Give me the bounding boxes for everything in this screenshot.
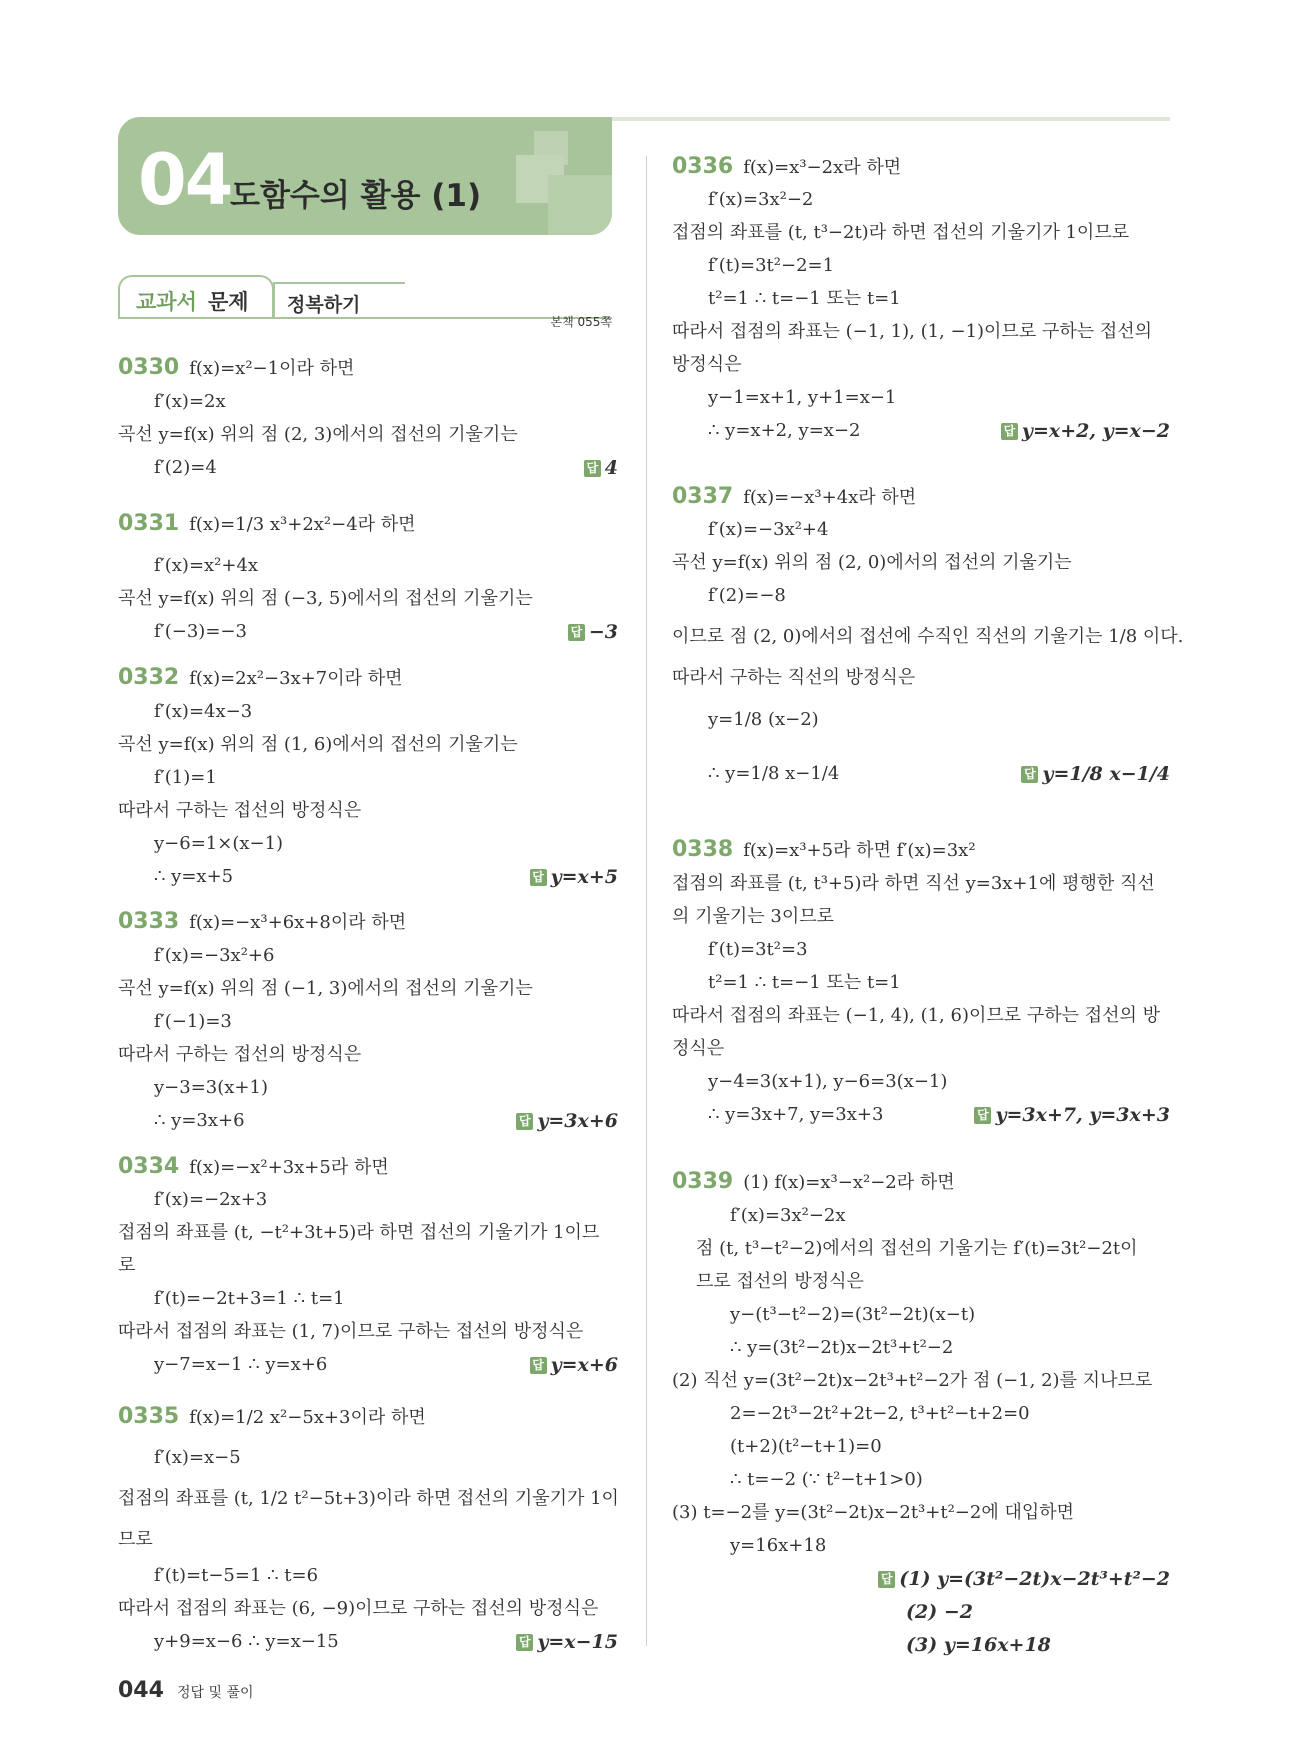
answer: (2) −2 xyxy=(906,1601,973,1623)
solution-line: f′(t)=3t²=3 xyxy=(708,939,808,960)
solution-line: f′(x)=x²+4x xyxy=(154,555,259,576)
solution-line: f′(x)=2x xyxy=(154,391,226,412)
problem-number: 0335 xyxy=(118,1404,180,1429)
problem-head: 0333 f(x)=−x³+6x+8이라 하면 xyxy=(118,909,407,934)
problem-number: 0337 xyxy=(672,484,734,509)
solution-line: f′(x)=−2x+3 xyxy=(154,1189,268,1210)
section-rule xyxy=(118,317,612,319)
problem-number: 0334 xyxy=(118,1154,180,1179)
solution-line: 므로 xyxy=(118,1529,153,1550)
solution-line: 이므로 점 (2, 0)에서의 접선에 수직인 직선의 기울기는 1/8 이다. xyxy=(672,626,1184,647)
solution-line: y−6=1×(x−1) xyxy=(154,833,284,854)
problem-number: 0338 xyxy=(672,837,734,862)
answer: 답 y=1/8 x−1/4 xyxy=(1021,762,1170,786)
problem-head: 0337 f(x)=−x³+4x라 하면 xyxy=(672,484,917,509)
solution-line: y−7=x−1 ∴ y=x+6 xyxy=(154,1354,328,1375)
solution-line: f′(x)=−3x²+4 xyxy=(708,519,829,540)
problem-head: 0338 f(x)=x³+5라 하면 f′(x)=3x² xyxy=(672,837,976,862)
problem-head: 0335 f(x)=1/2 x²−5x+3이라 하면 xyxy=(118,1404,426,1429)
solution-line: f′(t)=−2t+3=1 ∴ t=1 xyxy=(154,1288,345,1309)
problem-number: 0333 xyxy=(118,909,180,934)
solution-line: 정식은 xyxy=(672,1038,725,1059)
header-rule xyxy=(610,117,1170,121)
tab-sub: 정복하기 xyxy=(287,294,361,316)
solution-line: f′(2)=−8 xyxy=(708,585,786,606)
solution-line: 따라서 접점의 좌표는 (−1, 1), (1, −1)이므로 구하는 접선의 xyxy=(672,321,1152,342)
answer-badge: 답 xyxy=(1021,766,1038,783)
problem-head: 0330 f(x)=x²−1이라 하면 xyxy=(118,355,355,380)
solution-line: y=1/8 (x−2) xyxy=(708,709,819,730)
problem-number: 0336 xyxy=(672,154,734,179)
page-footer xyxy=(118,1678,254,1703)
solution-line: 곡선 y=f(x) 위의 점 (2, 3)에서의 접선의 기울기는 xyxy=(118,424,518,445)
answer: 답 y=x+2, y=x−2 xyxy=(1001,419,1170,443)
solution-line: y=16x+18 xyxy=(730,1535,827,1556)
solution-line: (t+2)(t²−t+1)=0 xyxy=(730,1436,882,1457)
solution-line: f′(2)=4 xyxy=(154,457,217,478)
solution-line: 2=−2t³−2t²+2t−2, t³+t²−t+2=0 xyxy=(730,1403,1030,1424)
solution-line: t²=1 ∴ t=−1 또는 t=1 xyxy=(708,972,901,993)
problem-head: 0339 (1) f(x)=x³−x²−2라 하면 xyxy=(672,1169,955,1194)
reference-note: 본책 055쪽 xyxy=(550,315,612,329)
problem-number: 0339 xyxy=(672,1169,734,1194)
solution-line: y−3=3(x+1) xyxy=(154,1077,268,1098)
solution-line: ∴ t=−2 (∵ t²−t+1>0) xyxy=(730,1469,923,1490)
answer: 답 y=3x+7, y=3x+3 xyxy=(974,1103,1170,1127)
answer: 답 y=x+5 xyxy=(530,865,618,889)
banner-decor xyxy=(548,175,612,235)
answer: 답 y=3x+6 xyxy=(516,1109,618,1133)
solution-line: ∴ y=x+5 xyxy=(154,866,234,887)
answer-badge: 답 xyxy=(878,1571,895,1588)
solution-line: f′(−1)=3 xyxy=(154,1011,232,1032)
answer-badge: 답 xyxy=(974,1107,991,1124)
solution-line: 로 xyxy=(118,1255,136,1276)
solution-line: f′(x)=3x²−2x xyxy=(730,1205,846,1226)
answer: 답 4 xyxy=(584,456,618,480)
solution-line: 따라서 접점의 좌표는 (1, 7)이므로 구하는 접선의 방정식은 xyxy=(118,1321,584,1342)
solution-line: y+9=x−6 ∴ y=x−15 xyxy=(154,1631,339,1652)
solution-line: 접점의 좌표를 (t, 1/2 t²−5t+3)이라 하면 접선의 기울기가 1이 xyxy=(118,1488,619,1509)
answer-badge: 답 xyxy=(1001,423,1018,440)
chapter-banner xyxy=(118,117,612,235)
solution-line: 방정식은 xyxy=(672,354,742,375)
answer: 답 (1) y=(3t²−2t)x−2t³+t²−2 xyxy=(878,1567,1170,1591)
solution-line: 곡선 y=f(x) 위의 점 (2, 0)에서의 접선의 기울기는 xyxy=(672,552,1072,573)
solution-line: ∴ y=(3t²−2t)x−2t³+t²−2 xyxy=(730,1337,954,1358)
tab-main: 문제 xyxy=(208,290,249,314)
answer: (3) y=16x+18 xyxy=(906,1634,1051,1656)
solution-line: 접점의 좌표를 (t, −t²+3t+5)라 하면 접선의 기울기가 1이므 xyxy=(118,1222,600,1243)
solution-line: 따라서 접점의 좌표는 (6, −9)이므로 구하는 접선의 방정식은 xyxy=(118,1598,599,1619)
solution-line: f′(x)=4x−3 xyxy=(154,701,253,722)
solution-line: 므로 접선의 방정식은 xyxy=(696,1271,864,1292)
solution-line: f′(t)=t−5=1 ∴ t=6 xyxy=(154,1565,319,1586)
chapter-number: 04 xyxy=(138,139,232,221)
page-number: 044 xyxy=(118,1678,164,1703)
solution-line: 곡선 y=f(x) 위의 점 (−3, 5)에서의 접선의 기울기는 xyxy=(118,588,533,609)
solution-line: (3) t=−2를 y=(3t²−2t)x−2t³+t²−2에 대입하면 xyxy=(672,1502,1075,1523)
solution-line: f′(−3)=−3 xyxy=(154,621,247,642)
problem-number: 0331 xyxy=(118,511,180,536)
solution-line: ∴ y=1/8 x−1/4 xyxy=(708,763,840,784)
solution-line: 접점의 좌표를 (t, t³−2t)라 하면 접선의 기울기가 1이므로 xyxy=(672,222,1130,243)
answer-badge: 답 xyxy=(516,1634,533,1651)
solution-line: 따라서 구하는 접선의 방정식은 xyxy=(118,800,362,821)
solution-line: ∴ y=x+2, y=x−2 xyxy=(708,420,861,441)
answer-badge: 답 xyxy=(530,869,547,886)
solution-line: 의 기울기는 3이므로 xyxy=(672,906,834,927)
answer-badge: 답 xyxy=(568,624,585,641)
section-header xyxy=(118,275,612,329)
solution-line: 따라서 접점의 좌표는 (−1, 4), (1, 6)이므로 구하는 접선의 방 xyxy=(672,1005,1161,1026)
solution-line: 곡선 y=f(x) 위의 점 (1, 6)에서의 접선의 기울기는 xyxy=(118,734,518,755)
solution-line: (2) 직선 y=(3t²−2t)x−2t³+t²−2가 점 (−1, 2)를 지나므로 xyxy=(672,1370,1153,1391)
solution-line: f′(1)=1 xyxy=(154,767,217,788)
section-tab xyxy=(118,275,274,319)
solution-line: f′(x)=3x²−2 xyxy=(708,189,814,210)
problem-head: 0336 f(x)=x³−2x라 하면 xyxy=(672,154,902,179)
solution-line: f′(x)=x−5 xyxy=(154,1447,241,1468)
solution-line: t²=1 ∴ t=−1 또는 t=1 xyxy=(708,288,901,309)
solution-line: 따라서 구하는 접선의 방정식은 xyxy=(118,1044,362,1065)
problem-number: 0330 xyxy=(118,355,180,380)
problem-head: 0331 f(x)=1/3 x³+2x²−4라 하면 xyxy=(118,511,416,536)
chapter-title: 도함수의 활용 (1) xyxy=(230,178,482,214)
solution-line: ∴ y=3x+6 xyxy=(154,1110,245,1131)
answer: 답 y=x−15 xyxy=(516,1630,618,1654)
solution-line: f′(x)=−3x²+6 xyxy=(154,945,275,966)
solution-line: 접점의 좌표를 (t, t³+5)라 하면 직선 y=3x+1에 평행한 직선 xyxy=(672,873,1155,894)
answer: 답 y=x+6 xyxy=(530,1353,618,1377)
column-divider xyxy=(646,156,647,1646)
answer-badge: 답 xyxy=(584,460,601,477)
problem-head: 0332 f(x)=2x²−3x+7이라 하면 xyxy=(118,665,403,690)
answer-badge: 답 xyxy=(516,1113,533,1130)
solution-line: 곡선 y=f(x) 위의 점 (−1, 3)에서의 접선의 기울기는 xyxy=(118,978,533,999)
tab-highlight: 교과서 xyxy=(136,290,197,314)
solution-line: y−4=3(x+1), y−6=3(x−1) xyxy=(708,1071,948,1092)
answer-badge: 답 xyxy=(530,1357,547,1374)
solution-line: 따라서 구하는 직선의 방정식은 xyxy=(672,667,916,688)
answer: 답 −3 xyxy=(568,620,618,644)
solution-line: y−1=x+1, y+1=x−1 xyxy=(708,387,897,408)
solution-line: y−(t³−t²−2)=(3t²−2t)(x−t) xyxy=(730,1304,976,1325)
footer-label: 정답 및 풀이 xyxy=(177,1685,254,1701)
problem-number: 0332 xyxy=(118,665,180,690)
problem-head: 0334 f(x)=−x²+3x+5라 하면 xyxy=(118,1154,389,1179)
solution-line: 점 (t, t³−t²−2)에서의 접선의 기울기는 f′(t)=3t²−2t이 xyxy=(696,1238,1138,1259)
solution-line: ∴ y=3x+7, y=3x+3 xyxy=(708,1104,884,1125)
solution-line: f′(t)=3t²−2=1 xyxy=(708,255,835,276)
section-subtab xyxy=(273,282,405,319)
